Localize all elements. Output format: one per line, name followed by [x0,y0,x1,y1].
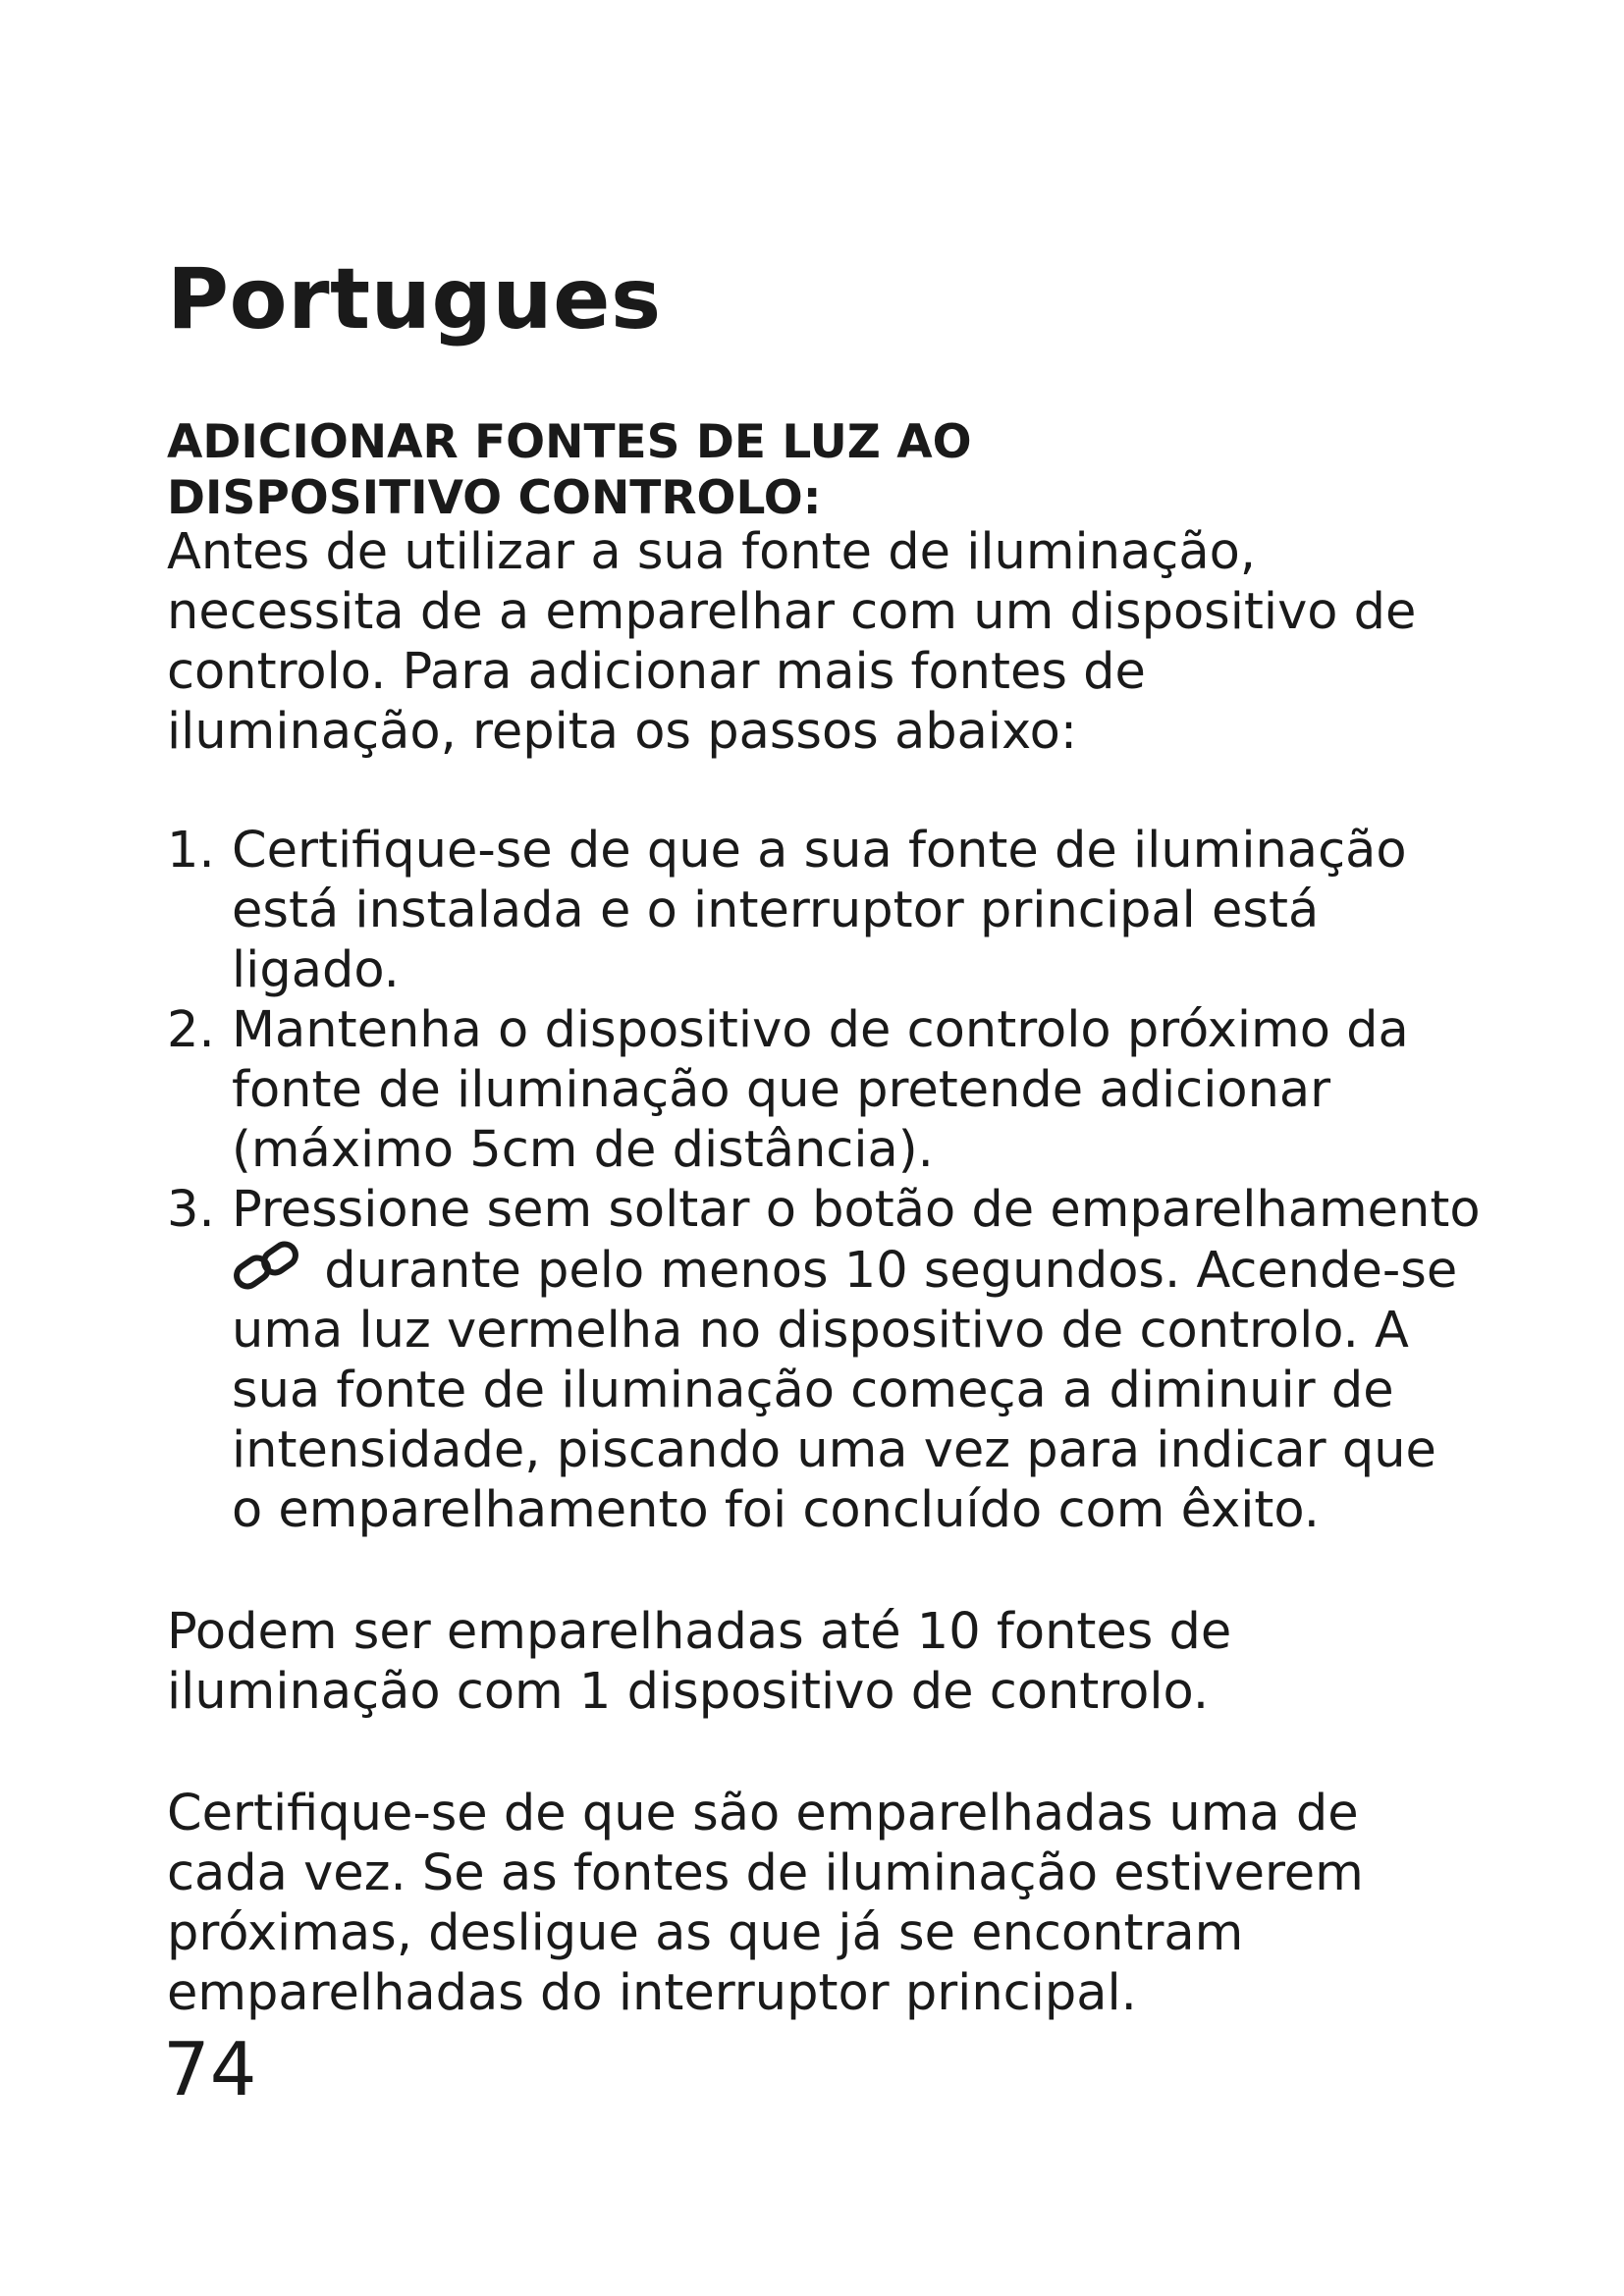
step-number: 3. [167,1181,215,1239]
step-number: 2. [167,1001,215,1059]
step-number: 1. [167,822,215,880]
link-icon [232,1240,304,1295]
step-text: Mantenha o dispositivo de controlo próximo da fonte de iluminação que pretende adicionar (máximo 5cm de distância). [232,1001,1409,1179]
page-number: 74 [163,2026,257,2112]
step-text-wrap [218,1180,1483,1540]
section-heading: ADICIONAR FONTES DE LUZ AO DISPOSITIVO CONTROLO: [167,415,972,525]
step-item-2 [167,1000,1483,1180]
step-item-1 [167,821,1483,1000]
step-item-3 [167,1180,1483,1540]
note-paragraph-1: Podem ser emparelhadas até 10 fontes de iluminação com 1 dispositivo de controlo. [167,1603,1232,1721]
intro-paragraph: Antes de utilizar a sua fonte de iluminação, necessita de a emparelhar com um dispositivo de controlo. Para adicionar mais fontes de iluminação, repita os passos abaixo: [167,523,1417,761]
steps-list [167,821,1483,1540]
step-text: Certifique-se de que a sua fonte de iluminação está instalada e o interruptor principal está ligado. [232,822,1407,999]
manual-page [167,245,1483,2023]
page-title: Portugues [167,250,662,348]
step-text-before-icon: Pressione sem soltar o botão de emparelhamento [232,1181,1481,1239]
note-paragraph-2: Certifique-se de que são emparelhadas uma de cada vez. Se as fontes de iluminação estiverem próximas, desligue as que já se encontram emparelhadas do interruptor principal. [167,1785,1364,2022]
step-text-after-icon: durante pelo menos 10 segundos. Acende-se uma luz vermelha no dispositivo de controlo. A sua fonte de iluminação começa a diminuir de intensidade, piscando uma vez para indicar que o emparelhamento foi concluído com êxito. [232,1242,1458,1539]
